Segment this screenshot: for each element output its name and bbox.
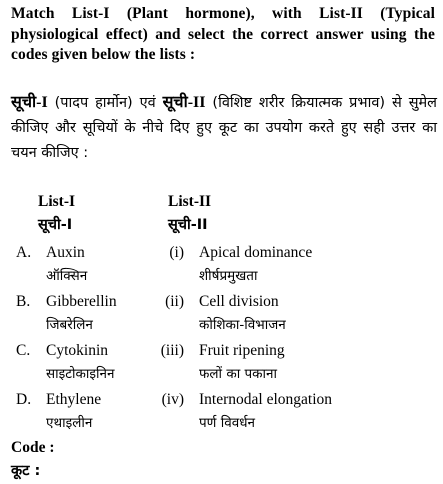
question-hindi-part1: (पादप हार्मोन) एवं — [47, 95, 163, 111]
row-c-letter: C. — [16, 342, 31, 359]
question-text-english: Match List-I (Plant hormone), with List-II (Typical physiological effect) and select the correct answer using the codes given below the lists : — [11, 5, 435, 63]
code-label-hindi: कूट : — [11, 463, 41, 479]
row-b-effect-english: Cell division — [199, 293, 279, 310]
row-d-hormone-hindi: एथाइलीन — [46, 415, 93, 431]
row-a-hormone-english: Auxin — [46, 244, 85, 261]
row-b-hormone-english: Gibberellin — [46, 293, 117, 310]
row-a-effect-hindi: शीर्षप्रमुखता — [199, 268, 258, 284]
question-hindi-list1-ref: सूची-I — [11, 94, 48, 111]
list2-header-english: List-II — [168, 193, 212, 210]
list1-header-hindi: सूची-I — [38, 217, 73, 233]
code-label-english: Code : — [11, 439, 55, 456]
row-b-effect-hindi: कोशिका-विभाजन — [199, 317, 286, 333]
row-d-letter: D. — [16, 391, 32, 408]
row-c-hormone-english: Cytokinin — [46, 342, 109, 359]
row-d-number: (iv) — [161, 391, 184, 408]
row-a-number: (i) — [169, 244, 184, 261]
row-c-effect-hindi: फलों का पकाना — [199, 366, 278, 382]
row-d-effect-hindi: पर्ण विवर्धन — [199, 415, 256, 431]
row-a-hormone-hindi: ऑक्सिन — [46, 268, 88, 284]
list2-header-hindi: सूची-II — [168, 217, 208, 233]
row-d-hormone-english: Ethylene — [46, 391, 102, 408]
row-c-hormone-hindi: साइटोकाइनिन — [46, 366, 115, 382]
row-c-number: (iii) — [160, 342, 184, 359]
question-hindi-list2-ref: सूची-II — [162, 94, 206, 111]
row-a-letter: A. — [16, 244, 32, 261]
row-b-number: (ii) — [165, 293, 184, 310]
question-hindi-part2: (विशिष्ट शरीर क्रियात्मक प्रभाव) से सुमेल कीजिए और सूचियों के नीचे दिए हुए कूट का उपयोग करते हुए सही उत्तर का चयन कीजिए : — [11, 95, 438, 161]
row-b-hormone-hindi: जिबरेलिन — [46, 317, 93, 333]
row-a-effect-english: Apical dominance — [199, 244, 313, 261]
question-text-hindi — [11, 90, 437, 166]
row-c-effect-english: Fruit ripening — [199, 342, 285, 359]
list1-header-english: List-I — [38, 193, 76, 210]
row-b-letter: B. — [16, 293, 31, 310]
row-d-effect-english: Internodal elongation — [199, 391, 332, 408]
